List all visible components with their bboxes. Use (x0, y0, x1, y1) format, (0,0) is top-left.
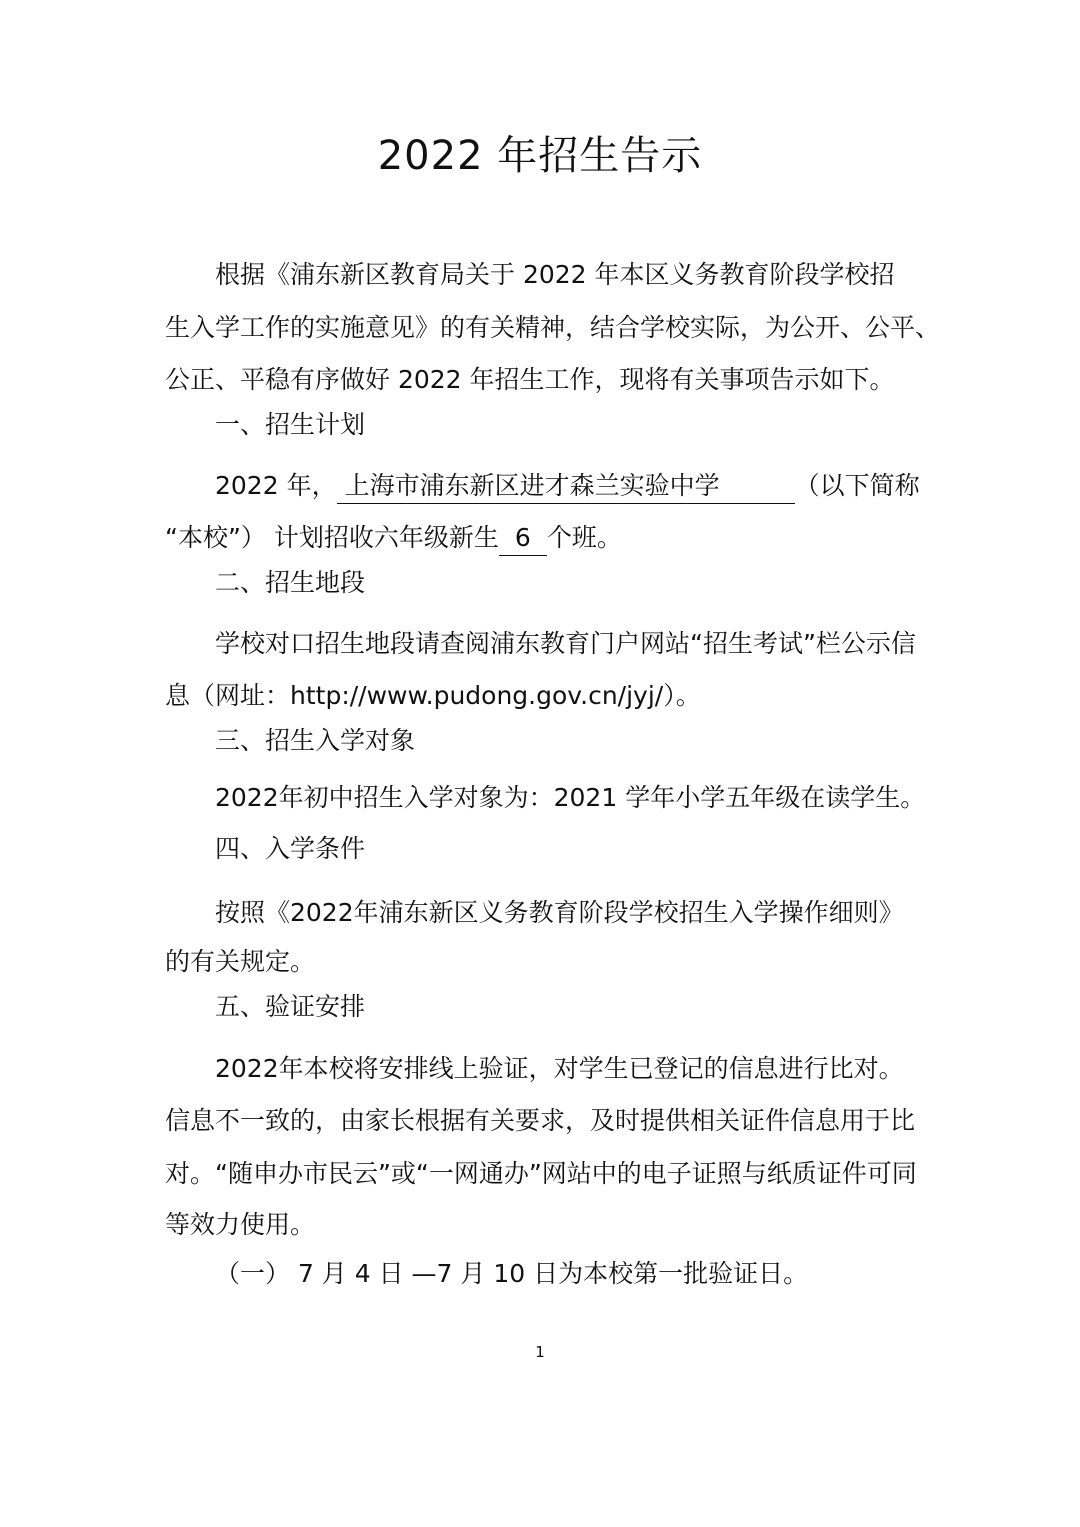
verification-line-1: 2022年本校将安排线上验证，对学生已登记的信息进行比对。 (215, 1054, 904, 1083)
page-number: 1 (535, 1343, 545, 1361)
verification-line-4: 等效力使用。 (165, 1210, 316, 1239)
school-name-blank: 上海市浦东新区进才森兰实验中学 (337, 469, 795, 504)
section-5-heading: 五、验证安排 (215, 992, 366, 1021)
class-count-blank: 6 (499, 521, 547, 556)
verification-item-1: （一） 7 月 4 日 —7 月 10 日为本校第一批验证日。 (215, 1259, 809, 1288)
section-1-heading: 一、招生计划 (215, 410, 366, 439)
conditions-line-1: 按照《2022年浦东新区义务教育阶段学校招生入学操作细则》 (215, 898, 904, 927)
verification-line-2: 信息不一致的，由家长根据有关要求，及时提供相关证件信息用于比 (165, 1106, 916, 1135)
intro-line-1: 根据《浦东新区教育局关于 2022 年本区义务教育阶段学校招 (215, 260, 895, 289)
conditions-line-2: 的有关规定。 (165, 947, 316, 976)
section-4-heading: 四、入学条件 (215, 834, 366, 863)
target-students-line: 2022年初中招生入学对象为：2021 学年小学五年级在读学生。 (215, 783, 926, 812)
district-line-2: 息（网址：http://www.pudong.gov.cn/jyj/）。 (165, 681, 701, 710)
plan-year-prefix: 2022 年， (215, 471, 337, 500)
enrollment-plan-line-1 (215, 466, 920, 506)
enrollment-plan-line-2 (165, 518, 622, 558)
intro-line-2: 生入学工作的实施意见》的有关精神，结合学校实际，为公开、公平、 (165, 313, 941, 342)
plan-class-prefix: “本校”） 计划招收六年级新生 (165, 523, 499, 552)
page-title: 2022 年招生告示 (377, 133, 703, 179)
district-line-1: 学校对口招生地段请查阅浦东教育门户网站“招生考试”栏公示信 (215, 629, 916, 658)
plan-class-suffix: 个班。 (546, 523, 622, 552)
plan-abbreviation-text: （以下简称 (794, 471, 920, 500)
intro-line-3: 公正、平稳有序做好 2022 年招生工作，现将有关事项告示如下。 (165, 365, 895, 394)
section-2-heading: 二、招生地段 (215, 568, 366, 597)
section-3-heading: 三、招生入学对象 (215, 726, 416, 755)
verification-line-3: 对。“随申办市民云”或“一网通办”网站中的电子证照与纸质证件可同 (165, 1159, 917, 1188)
